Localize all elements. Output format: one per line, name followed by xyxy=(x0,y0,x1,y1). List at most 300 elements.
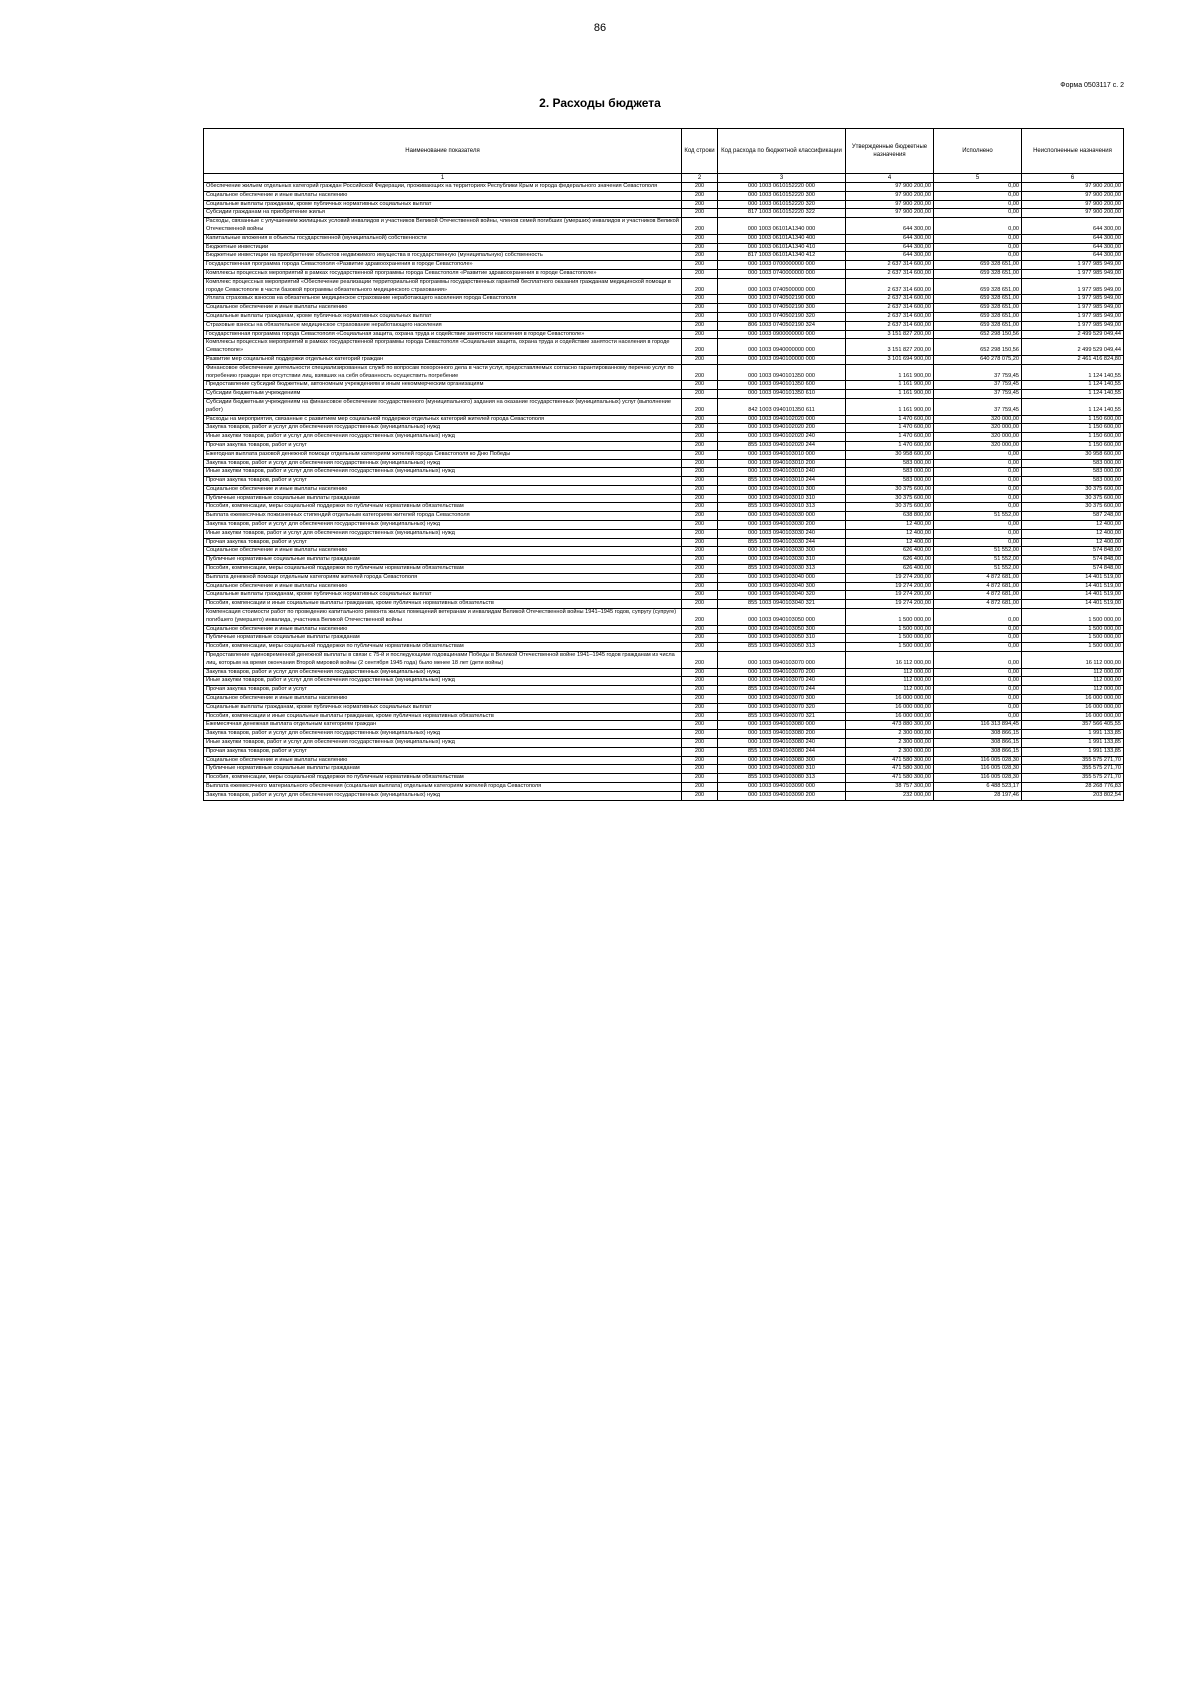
row-executed: 652 298 150,56 xyxy=(934,330,1022,339)
row-line-code: 200 xyxy=(682,477,718,486)
row-classification-code: 806 1003 0740502190 324 xyxy=(718,321,846,330)
row-line-code: 200 xyxy=(682,582,718,591)
row-name: Прочая закупка товаров, работ и услуг xyxy=(204,538,682,547)
table-row xyxy=(204,450,1124,459)
row-unexecuted: 1 500 000,00 xyxy=(1022,634,1124,643)
row-unexecuted: 97 900 200,00 xyxy=(1022,200,1124,209)
row-classification-code: 000 1003 0940103070 320 xyxy=(718,703,846,712)
table-row xyxy=(204,209,1124,218)
row-executed: 51 552,00 xyxy=(934,565,1022,574)
row-executed: 659 328 651,00 xyxy=(934,312,1022,321)
row-classification-code: 855 1003 0940103010 244 xyxy=(718,477,846,486)
row-unexecuted: 28 268 776,83 xyxy=(1022,782,1124,791)
table-row xyxy=(204,441,1124,450)
row-approved: 1 500 000,00 xyxy=(846,625,934,634)
row-line-code: 200 xyxy=(682,381,718,390)
row-approved: 12 400,00 xyxy=(846,521,934,530)
row-unexecuted: 2 499 529 049,44 xyxy=(1022,339,1124,356)
row-classification-code: 000 1003 0740502190 320 xyxy=(718,312,846,321)
row-executed: 0,00 xyxy=(934,450,1022,459)
row-classification-code: 000 1003 0940103080 000 xyxy=(718,721,846,730)
row-unexecuted: 12 400,00 xyxy=(1022,538,1124,547)
row-classification-code: 000 1003 0610152220 300 xyxy=(718,191,846,200)
row-unexecuted: 203 802,54 xyxy=(1022,791,1124,800)
row-line-code: 200 xyxy=(682,252,718,261)
row-line-code: 200 xyxy=(682,330,718,339)
row-classification-code: 000 1003 0940103090 200 xyxy=(718,791,846,800)
row-line-code: 200 xyxy=(682,269,718,278)
row-approved: 1 500 000,00 xyxy=(846,609,934,626)
row-unexecuted: 583 000,00 xyxy=(1022,459,1124,468)
table-row xyxy=(204,424,1124,433)
row-line-code: 200 xyxy=(682,765,718,774)
row-unexecuted: 1 977 985 949,00 xyxy=(1022,295,1124,304)
row-line-code: 200 xyxy=(682,668,718,677)
expenses-table xyxy=(203,128,1124,801)
row-classification-code: 855 1003 0940103070 244 xyxy=(718,686,846,695)
table-row xyxy=(204,695,1124,704)
table-row xyxy=(204,756,1124,765)
table-row xyxy=(204,609,1124,626)
row-name: Выплата ежемесячного материального обеспечения (социальная выплата) отдельным категориям жителей города Севастополя xyxy=(204,782,682,791)
row-executed: 0,00 xyxy=(934,703,1022,712)
row-name: Предоставление единовременной денежной выплаты в связи с 75-й и последующими годовщинами Победы в Великой Отечественной войне 1941–1945 годов гражданам из числа лиц, которым на время окончания Второй мировой войны (2 сентября 1945 года) было менее 18 лет (дети войны) xyxy=(204,652,682,669)
row-approved: 19 274 200,00 xyxy=(846,600,934,609)
row-classification-code: 817 1003 0610152220 322 xyxy=(718,209,846,218)
row-unexecuted: 583 000,00 xyxy=(1022,477,1124,486)
row-executed: 659 328 651,00 xyxy=(934,269,1022,278)
row-line-code: 200 xyxy=(682,183,718,192)
row-executed: 51 552,00 xyxy=(934,547,1022,556)
row-executed: 6 488 523,17 xyxy=(934,782,1022,791)
row-classification-code: 000 1003 0940103030 300 xyxy=(718,547,846,556)
row-executed: 0,00 xyxy=(934,677,1022,686)
row-unexecuted: 1 991 133,85 xyxy=(1022,739,1124,748)
row-line-code: 200 xyxy=(682,573,718,582)
row-classification-code: 855 1003 0940103080 244 xyxy=(718,747,846,756)
row-line-code: 200 xyxy=(682,712,718,721)
row-name: Субсидии гражданам на приобретение жилья xyxy=(204,209,682,218)
table-row xyxy=(204,565,1124,574)
column-number-row xyxy=(204,174,1124,183)
row-classification-code: 000 1003 0940103050 310 xyxy=(718,634,846,643)
row-name: Закупка товаров, работ и услуг для обеспечения государственных (муниципальных) нужд xyxy=(204,791,682,800)
row-executed: 308 866,15 xyxy=(934,747,1022,756)
row-approved: 97 900 200,00 xyxy=(846,200,934,209)
row-line-code: 200 xyxy=(682,695,718,704)
row-approved: 16 000 000,00 xyxy=(846,695,934,704)
row-classification-code: 000 1003 0700000000 000 xyxy=(718,261,846,270)
row-unexecuted: 1 977 985 949,00 xyxy=(1022,261,1124,270)
row-approved: 19 274 200,00 xyxy=(846,582,934,591)
row-executed: 0,00 xyxy=(934,625,1022,634)
table-row xyxy=(204,668,1124,677)
row-executed: 4 872 681,00 xyxy=(934,600,1022,609)
row-approved: 232 000,00 xyxy=(846,791,934,800)
row-classification-code: 000 1003 0940103080 200 xyxy=(718,730,846,739)
row-executed: 0,00 xyxy=(934,191,1022,200)
row-line-code: 200 xyxy=(682,200,718,209)
table-row xyxy=(204,183,1124,192)
row-name: Публичные нормативные социальные выплаты гражданам xyxy=(204,634,682,643)
row-approved: 1 161 900,00 xyxy=(846,398,934,415)
row-line-code: 200 xyxy=(682,494,718,503)
row-name: Комплексы процессных мероприятий в рамках государственной программы города Севастополя «Развитие здравоохранения в городе Севастополе» xyxy=(204,269,682,278)
row-unexecuted: 644 300,00 xyxy=(1022,252,1124,261)
row-unexecuted: 112 000,00 xyxy=(1022,677,1124,686)
row-name: Социальные выплаты гражданам, кроме публичных нормативных социальных выплат xyxy=(204,200,682,209)
row-unexecuted: 1 150 600,00 xyxy=(1022,433,1124,442)
row-unexecuted: 357 566 405,55 xyxy=(1022,721,1124,730)
table-row xyxy=(204,234,1124,243)
row-executed: 0,00 xyxy=(934,494,1022,503)
row-unexecuted: 112 000,00 xyxy=(1022,686,1124,695)
table-row xyxy=(204,433,1124,442)
row-classification-code: 000 1003 0610152220 000 xyxy=(718,183,846,192)
column-number: 4 xyxy=(846,174,934,183)
row-approved: 2 637 314 600,00 xyxy=(846,304,934,313)
row-name: Пособия, компенсации, меры социальной поддержки по публичным нормативным обязательствам xyxy=(204,565,682,574)
row-approved: 2 637 314 600,00 xyxy=(846,295,934,304)
row-executed: 116 313 894,45 xyxy=(934,721,1022,730)
row-approved: 583 000,00 xyxy=(846,477,934,486)
row-classification-code: 000 1003 0940103030 000 xyxy=(718,512,846,521)
row-unexecuted: 355 575 271,70 xyxy=(1022,765,1124,774)
row-classification-code: 000 1003 0940000000 000 xyxy=(718,339,846,356)
table-row xyxy=(204,591,1124,600)
row-classification-code: 000 1003 0940103080 300 xyxy=(718,756,846,765)
row-unexecuted: 16 000 000,00 xyxy=(1022,712,1124,721)
row-classification-code: 000 1003 0940103040 300 xyxy=(718,582,846,591)
row-executed: 116 005 028,30 xyxy=(934,756,1022,765)
row-approved: 1 500 000,00 xyxy=(846,643,934,652)
row-approved: 644 300,00 xyxy=(846,218,934,235)
row-executed: 0,00 xyxy=(934,243,1022,252)
row-classification-code: 000 1003 0940103050 300 xyxy=(718,625,846,634)
row-classification-code: 000 1003 06101А1340 410 xyxy=(718,243,846,252)
row-unexecuted: 1 150 600,00 xyxy=(1022,424,1124,433)
row-executed: 37 759,45 xyxy=(934,390,1022,399)
row-classification-code: 855 1003 0940102020 244 xyxy=(718,441,846,450)
row-approved: 2 637 314 600,00 xyxy=(846,261,934,270)
row-unexecuted: 2 461 416 824,80 xyxy=(1022,355,1124,364)
column-number: 2 xyxy=(682,174,718,183)
row-executed: 659 328 651,00 xyxy=(934,261,1022,270)
row-approved: 3 151 827 200,00 xyxy=(846,330,934,339)
row-name: Публичные нормативные социальные выплаты гражданам xyxy=(204,494,682,503)
row-executed: 320 000,00 xyxy=(934,424,1022,433)
row-name: Капитальные вложения в объекты государственной (муниципальной) собственности xyxy=(204,234,682,243)
row-executed: 0,00 xyxy=(934,218,1022,235)
row-classification-code: 000 1003 0940103080 310 xyxy=(718,765,846,774)
page-title: 2. Расходы бюджета xyxy=(539,96,661,110)
row-executed: 0,00 xyxy=(934,712,1022,721)
row-name: Субсидии бюджетным учреждениям xyxy=(204,390,682,399)
row-line-code: 200 xyxy=(682,459,718,468)
row-executed: 0,00 xyxy=(934,468,1022,477)
row-line-code: 200 xyxy=(682,521,718,530)
column-number: 6 xyxy=(1022,174,1124,183)
row-unexecuted: 112 000,00 xyxy=(1022,668,1124,677)
row-approved: 112 000,00 xyxy=(846,686,934,695)
row-approved: 112 000,00 xyxy=(846,677,934,686)
row-line-code: 200 xyxy=(682,538,718,547)
row-executed: 0,00 xyxy=(934,634,1022,643)
row-line-code: 200 xyxy=(682,721,718,730)
row-approved: 12 400,00 xyxy=(846,538,934,547)
row-unexecuted: 30 375 600,00 xyxy=(1022,503,1124,512)
column-number: 1 xyxy=(204,174,682,183)
row-approved: 97 900 200,00 xyxy=(846,209,934,218)
row-approved: 2 637 314 600,00 xyxy=(846,278,934,295)
row-executed: 320 000,00 xyxy=(934,433,1022,442)
table-row xyxy=(204,269,1124,278)
row-line-code: 200 xyxy=(682,756,718,765)
row-executed: 0,00 xyxy=(934,477,1022,486)
row-unexecuted: 644 300,00 xyxy=(1022,234,1124,243)
row-executed: 0,00 xyxy=(934,668,1022,677)
table-row xyxy=(204,477,1124,486)
row-unexecuted: 97 900 200,00 xyxy=(1022,183,1124,192)
row-approved: 583 000,00 xyxy=(846,459,934,468)
table-row xyxy=(204,512,1124,521)
row-executed: 320 000,00 xyxy=(934,415,1022,424)
row-line-code: 200 xyxy=(682,295,718,304)
row-approved: 644 300,00 xyxy=(846,252,934,261)
row-approved: 1 500 000,00 xyxy=(846,634,934,643)
row-approved: 638 800,00 xyxy=(846,512,934,521)
row-classification-code: 855 1003 0940103050 313 xyxy=(718,643,846,652)
row-line-code: 200 xyxy=(682,390,718,399)
table-row xyxy=(204,278,1124,295)
table-row xyxy=(204,730,1124,739)
row-line-code: 200 xyxy=(682,747,718,756)
row-name: Пособия, компенсации, меры социальной поддержки по публичным нормативным обязательствам xyxy=(204,643,682,652)
row-classification-code: 000 1003 0940103070 240 xyxy=(718,677,846,686)
row-unexecuted: 587 248,00 xyxy=(1022,512,1124,521)
row-name: Расходы, связанные с улучшением жилищных условий инвалидов и участников Великой Отечественной войны, членов семей погибших (умерших) инвалидов и участников Великой Отечественной войны xyxy=(204,218,682,235)
row-unexecuted: 1 124 140,55 xyxy=(1022,390,1124,399)
row-unexecuted: 14 401 519,00 xyxy=(1022,591,1124,600)
row-executed: 640 278 075,20 xyxy=(934,355,1022,364)
table-row xyxy=(204,547,1124,556)
table-row xyxy=(204,686,1124,695)
row-name: Социальное обеспечение и иные выплаты населению xyxy=(204,304,682,313)
row-executed: 320 000,00 xyxy=(934,441,1022,450)
row-executed: 37 759,45 xyxy=(934,381,1022,390)
row-unexecuted: 574 848,00 xyxy=(1022,556,1124,565)
row-name: Социальные выплаты гражданам, кроме публичных нормативных социальных выплат xyxy=(204,312,682,321)
row-line-code: 200 xyxy=(682,703,718,712)
row-line-code: 200 xyxy=(682,791,718,800)
row-unexecuted: 1 150 600,00 xyxy=(1022,415,1124,424)
row-name: Компенсация стоимости работ по проведению капитального ремонта жилых помещений ветеранам и инвалидам Великой Отечественной войны 1941–1945 годов, супругу (супруге) погибшего (умершего) инвалида, участника Великой Отечественной войны xyxy=(204,609,682,626)
row-approved: 38 757 300,00 xyxy=(846,782,934,791)
table-row xyxy=(204,765,1124,774)
row-name: Социальное обеспечение и иные выплаты населению xyxy=(204,547,682,556)
table-row xyxy=(204,364,1124,381)
row-classification-code: 000 1003 0940103040 320 xyxy=(718,591,846,600)
row-line-code: 200 xyxy=(682,243,718,252)
row-name: Социальное обеспечение и иные выплаты населению xyxy=(204,625,682,634)
row-executed: 659 328 651,00 xyxy=(934,304,1022,313)
row-classification-code: 000 1003 0940103030 200 xyxy=(718,521,846,530)
row-name: Иные закупки товаров, работ и услуг для обеспечения государственных (муниципальных) нужд xyxy=(204,677,682,686)
row-name: Выплата ежемесячных пожизненных стипендий отдельным категориям жителей города Севастополя xyxy=(204,512,682,521)
row-name: Закупка товаров, работ и услуг для обеспечения государственных (муниципальных) нужд xyxy=(204,459,682,468)
row-approved: 97 900 200,00 xyxy=(846,191,934,200)
row-name: Пособия, компенсации, меры социальной поддержки по публичным нормативным обязательствам xyxy=(204,774,682,783)
row-executed: 0,00 xyxy=(934,686,1022,695)
row-name: Социальное обеспечение и иные выплаты населению xyxy=(204,191,682,200)
table-row xyxy=(204,191,1124,200)
row-name: Страховые взносы на обязательное медицинское страхование неработающего населения xyxy=(204,321,682,330)
row-line-code: 200 xyxy=(682,415,718,424)
row-classification-code: 000 1003 0740502190 300 xyxy=(718,304,846,313)
row-line-code: 200 xyxy=(682,652,718,669)
row-unexecuted: 12 400,00 xyxy=(1022,521,1124,530)
row-executed: 0,00 xyxy=(934,209,1022,218)
row-name: Публичные нормативные социальные выплаты гражданам xyxy=(204,765,682,774)
row-unexecuted: 97 900 200,00 xyxy=(1022,209,1124,218)
row-classification-code: 000 1003 0940103070 200 xyxy=(718,668,846,677)
row-unexecuted: 1 124 140,55 xyxy=(1022,381,1124,390)
row-unexecuted: 355 575 271,70 xyxy=(1022,756,1124,765)
table-row xyxy=(204,538,1124,547)
row-classification-code: 000 1003 0940103080 240 xyxy=(718,739,846,748)
row-line-code: 200 xyxy=(682,556,718,565)
row-unexecuted: 574 848,00 xyxy=(1022,565,1124,574)
row-unexecuted: 16 000 000,00 xyxy=(1022,695,1124,704)
table-row xyxy=(204,529,1124,538)
header-name: Наименование показателя xyxy=(204,129,682,174)
row-approved: 3 101 694 900,00 xyxy=(846,355,934,364)
row-line-code: 200 xyxy=(682,234,718,243)
row-approved: 644 300,00 xyxy=(846,234,934,243)
row-classification-code: 000 1003 0940103010 300 xyxy=(718,485,846,494)
table-row xyxy=(204,782,1124,791)
row-classification-code: 000 1003 0740502190 000 xyxy=(718,295,846,304)
table-row xyxy=(204,339,1124,356)
row-approved: 2 637 314 600,00 xyxy=(846,312,934,321)
table-row xyxy=(204,295,1124,304)
row-executed: 0,00 xyxy=(934,459,1022,468)
row-executed: 51 552,00 xyxy=(934,556,1022,565)
row-classification-code: 842 1003 0940101350 611 xyxy=(718,398,846,415)
table-row xyxy=(204,721,1124,730)
row-name: Ежемесячная денежная выплата отдельным категориям граждан xyxy=(204,721,682,730)
row-line-code: 200 xyxy=(682,485,718,494)
row-executed: 0,00 xyxy=(934,529,1022,538)
row-line-code: 200 xyxy=(682,643,718,652)
row-executed: 0,00 xyxy=(934,652,1022,669)
row-name: Бюджетные инвестиции xyxy=(204,243,682,252)
row-classification-code: 000 1003 0900000000 000 xyxy=(718,330,846,339)
table-row xyxy=(204,312,1124,321)
row-name: Государственная программа города Севастополя «Социальная защита, охрана труда и содействие занятости населения в городе Севастополе» xyxy=(204,330,682,339)
row-line-code: 200 xyxy=(682,218,718,235)
header-unexecuted: Неисполненные назначения xyxy=(1022,129,1124,174)
row-line-code: 200 xyxy=(682,503,718,512)
row-line-code: 200 xyxy=(682,433,718,442)
row-line-code: 200 xyxy=(682,686,718,695)
table-row xyxy=(204,573,1124,582)
table-row xyxy=(204,200,1124,209)
row-executed: 4 872 681,00 xyxy=(934,582,1022,591)
row-executed: 4 872 681,00 xyxy=(934,591,1022,600)
row-executed: 308 866,15 xyxy=(934,739,1022,748)
row-name: Публичные нормативные социальные выплаты гражданам xyxy=(204,556,682,565)
row-approved: 2 300 000,00 xyxy=(846,747,934,756)
row-approved: 2 300 000,00 xyxy=(846,730,934,739)
row-unexecuted: 1 977 985 949,00 xyxy=(1022,278,1124,295)
table-row xyxy=(204,321,1124,330)
row-name: Государственная программа города Севастополя «Развитие здравоохранения в городе Севастополе» xyxy=(204,261,682,270)
row-classification-code: 000 1003 0940102020 200 xyxy=(718,424,846,433)
row-approved: 97 900 200,00 xyxy=(846,183,934,192)
row-classification-code: 000 1003 0940102020 240 xyxy=(718,433,846,442)
row-classification-code: 000 1003 0940100000 000 xyxy=(718,355,846,364)
row-classification-code: 000 1003 0940103030 310 xyxy=(718,556,846,565)
row-approved: 30 375 600,00 xyxy=(846,503,934,512)
row-name: Ежегодная выплата разовой денежной помощи отдельным категориям жителей города Севастополя ко Дню Победы xyxy=(204,450,682,459)
table-row xyxy=(204,712,1124,721)
row-classification-code: 000 1003 0940103090 000 xyxy=(718,782,846,791)
row-line-code: 200 xyxy=(682,355,718,364)
row-name: Пособия, компенсации и иные социальные выплаты гражданам, кроме публичных нормативных обязательств xyxy=(204,600,682,609)
row-approved: 2 637 314 600,00 xyxy=(846,321,934,330)
row-classification-code: 000 1003 0940103010 000 xyxy=(718,450,846,459)
row-classification-code: 817 1003 06101А1340 412 xyxy=(718,252,846,261)
row-executed: 659 328 651,00 xyxy=(934,278,1022,295)
row-line-code: 200 xyxy=(682,634,718,643)
row-approved: 16 112 000,00 xyxy=(846,652,934,669)
row-line-code: 200 xyxy=(682,600,718,609)
row-unexecuted: 12 400,00 xyxy=(1022,529,1124,538)
column-number: 5 xyxy=(934,174,1022,183)
row-approved: 1 161 900,00 xyxy=(846,381,934,390)
row-approved: 473 880 300,00 xyxy=(846,721,934,730)
row-approved: 30 375 600,00 xyxy=(846,494,934,503)
row-name: Обеспечение жильем отдельных категорий граждан Российской Федерации, проживающих на территориях Республики Крым и города федерального значения Севастополя xyxy=(204,183,682,192)
row-name: Развитие мер социальной поддержки отдельных категорий граждан xyxy=(204,355,682,364)
row-name: Социальное обеспечение и иные выплаты населению xyxy=(204,485,682,494)
row-name: Предоставление субсидий бюджетным, автономным учреждениям и иным некоммерческим организациям xyxy=(204,381,682,390)
row-name: Закупка товаров, работ и услуг для обеспечения государственных (муниципальных) нужд xyxy=(204,668,682,677)
row-name: Иные закупки товаров, работ и услуг для обеспечения государственных (муниципальных) нужд xyxy=(204,468,682,477)
row-unexecuted: 30 958 600,00 xyxy=(1022,450,1124,459)
row-unexecuted: 1 977 985 949,00 xyxy=(1022,312,1124,321)
row-name: Социальное обеспечение и иные выплаты населению xyxy=(204,756,682,765)
row-classification-code: 000 1003 0940101350 600 xyxy=(718,381,846,390)
row-name: Комплекс процессных мероприятий «Обеспечение реализации территориальной программы государственных гарантий бесплатного оказания гражданам медицинской помощи в городе Севастополе в части базовой программы обязательного медицинского страхования» xyxy=(204,278,682,295)
row-name: Прочая закупка товаров, работ и услуг xyxy=(204,441,682,450)
table-row xyxy=(204,381,1124,390)
row-approved: 471 580 300,00 xyxy=(846,756,934,765)
table-row xyxy=(204,304,1124,313)
row-executed: 0,00 xyxy=(934,538,1022,547)
row-name: Социальное обеспечение и иные выплаты населению xyxy=(204,582,682,591)
row-unexecuted: 2 499 529 049,44 xyxy=(1022,330,1124,339)
row-unexecuted: 1 977 985 949,00 xyxy=(1022,269,1124,278)
row-classification-code: 000 1003 0740500000 000 xyxy=(718,278,846,295)
row-classification-code: 000 1003 0940103010 200 xyxy=(718,459,846,468)
row-line-code: 200 xyxy=(682,529,718,538)
row-approved: 471 580 300,00 xyxy=(846,765,934,774)
row-classification-code: 000 1003 0940103040 000 xyxy=(718,573,846,582)
row-unexecuted: 644 300,00 xyxy=(1022,218,1124,235)
row-name: Прочая закупка товаров, работ и услуг xyxy=(204,686,682,695)
